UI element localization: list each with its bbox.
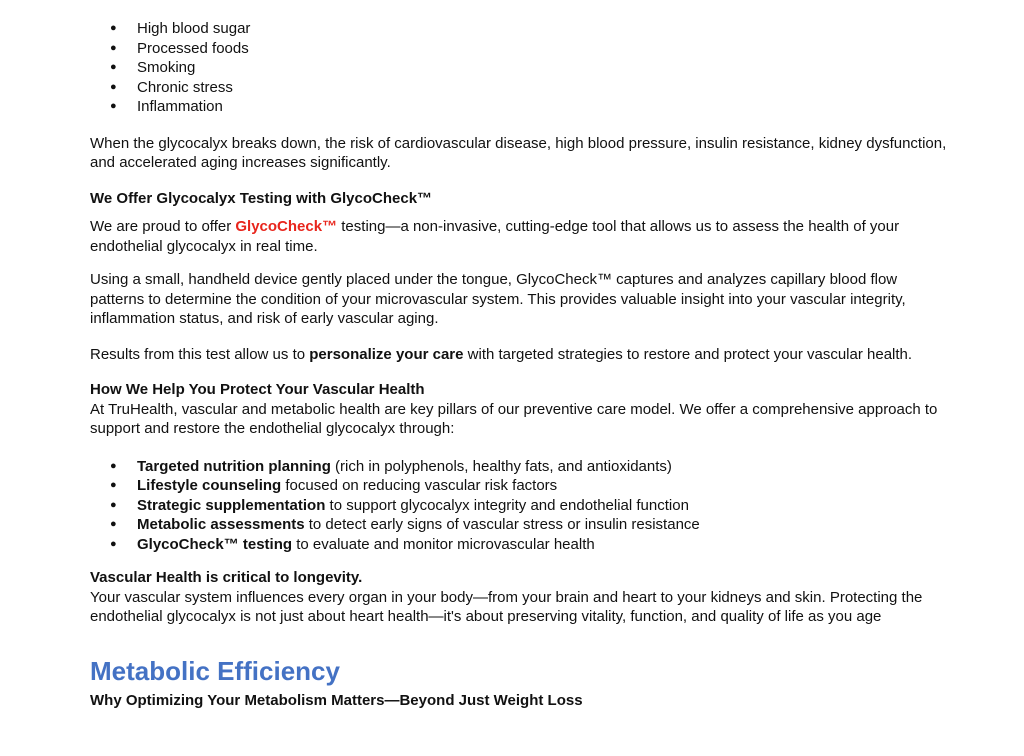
paragraph-vascular-system: Your vascular system influences every organ in your body—from your brain and heart to your kidneys and skin. Protecting the endothelial glycocalyx is not just about heart health—it's about preserving vitality, function, and quality of life as you age	[90, 588, 923, 625]
text-span: testing—a non-invasive, cutting-edge tool that allows us to assess the health of your endothelial glycocalyx in real time.	[90, 218, 900, 255]
list-item	[90, 476, 954, 496]
list-item	[90, 535, 954, 555]
list-item: ● Inflammation	[90, 97, 954, 117]
document-page	[0, 19, 1024, 756]
section-heading-glycocheck: We Offer Glycocalyx Testing with GlycoCheck™	[90, 189, 433, 207]
section-title-metabolic-efficiency: Metabolic Efficiency	[90, 655, 340, 686]
list-item	[90, 515, 954, 535]
text-span: with targeted strategies to restore and protect your vascular health.	[463, 345, 913, 363]
list-item: ● Processed foods	[90, 39, 954, 59]
list-item-text: focused on reducing vascular risk factors	[281, 477, 558, 494]
text-span: Results from this test allow us to	[90, 345, 310, 363]
list-item-text: (rich in polyphenols, healthy fats, and antioxidants)	[330, 457, 672, 475]
list-item-text: to evaluate and monitor microvascular health	[292, 535, 595, 553]
paragraph-truhealth-approach: At TruHealth, vascular and metabolic health are key pillars of our preventive care model. We offer a comprehensive approach to support and restore the endothelial glycocalyx through:	[90, 400, 938, 437]
list-item: ● Chronic stress	[90, 78, 954, 98]
list-item: ● Smoking	[90, 58, 954, 78]
list-item-text: to detect early signs of vascular stress or insulin resistance	[304, 516, 700, 533]
glycocheck-highlight: GlycoCheck™	[235, 218, 338, 235]
text-span: We are proud to offer	[90, 218, 236, 235]
list-item-bold: Strategic supplementation	[137, 496, 326, 514]
list-item: ● High blood sugar	[90, 19, 954, 39]
list-item	[90, 457, 954, 477]
section-heading-vascular-help: How We Help You Protect Your Vascular Health	[90, 381, 425, 398]
bold-phrase: personalize your care	[309, 345, 464, 363]
list-item-bold: GlycoCheck™ testing	[137, 535, 293, 553]
risk-factor-list	[90, 19, 954, 117]
paragraph-glycocalyx-breakdown: When the glycocalyx breaks down, the risk of cardiovascular disease, high blood pressure, insulin resistance, kidney dysfunction, and accelerated aging increases significantly.	[90, 134, 947, 171]
list-item	[90, 496, 954, 516]
subheading-metabolism-matters: Why Optimizing Your Metabolism Matters—Beyond Just Weight Loss	[90, 691, 583, 709]
list-item-bold: Metabolic assessments	[137, 516, 305, 533]
paragraph-results	[90, 345, 954, 365]
section-heading-longevity: Vascular Health is critical to longevity.	[90, 569, 363, 586]
list-item-bold: Targeted nutrition planning	[137, 457, 331, 475]
paragraph-glycocheck-offer	[90, 217, 954, 256]
list-item-text: to support glycocalyx integrity and endothelial function	[325, 496, 689, 514]
paragraph-device-description: Using a small, handheld device gently placed under the tongue, GlycoCheck™ captures and analyzes capillary blood flow patterns to determine the condition of your microvascular system. This provides valuable insight into your vascular integrity, inflammation status, and risk of early vascular aging.	[90, 271, 906, 327]
services-list	[90, 457, 954, 555]
list-item-bold: Lifestyle counseling	[137, 477, 282, 494]
